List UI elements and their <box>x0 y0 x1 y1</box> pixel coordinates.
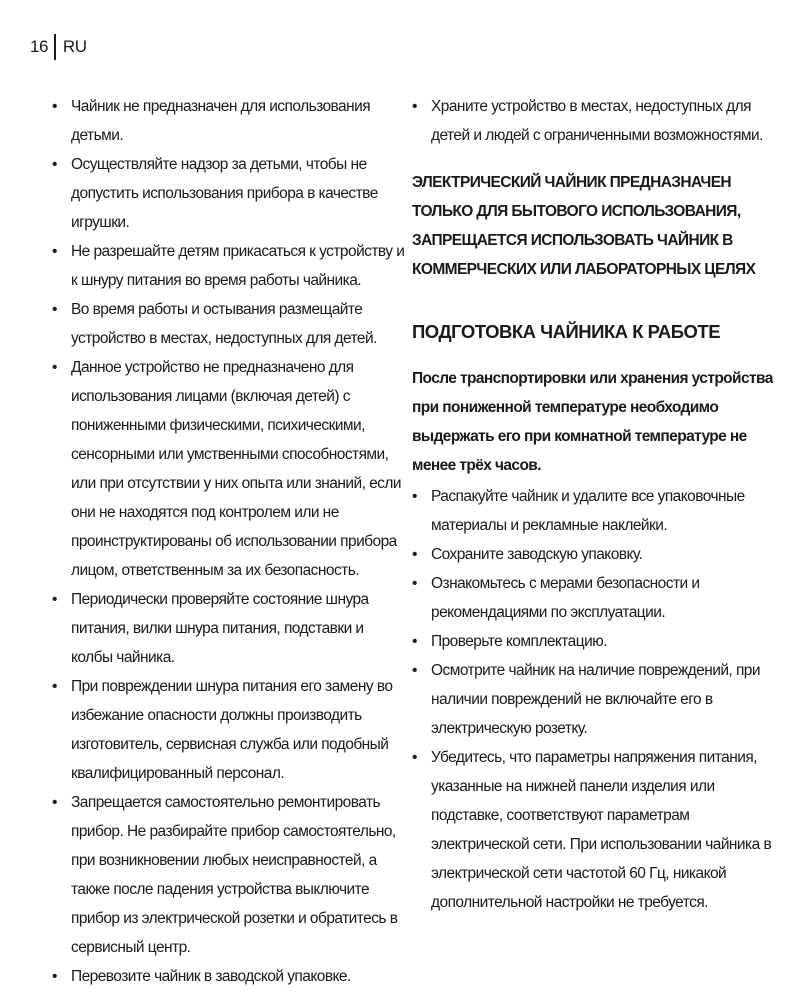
bullet-icon: • <box>52 794 57 811</box>
list-item: • Убедитесь, что параметры напряжения питания, указанные на нижней панели изделия или подставке, соответствуют параметрам электрической сети. При использовании чайника в электрической сети частотой 60 Гц, никакой дополнительной настройки не требуется. <box>412 743 776 917</box>
bullet-icon: • <box>52 98 57 115</box>
list-item: • Сохраните заводскую упаковку. <box>412 540 776 569</box>
bullet-icon: • <box>412 546 417 563</box>
header-divider <box>54 34 56 60</box>
bullet-icon: • <box>52 678 57 695</box>
section-title: ПОДГОТОВКА ЧАЙНИКА К РАБОТЕ <box>412 321 721 342</box>
bullet-icon: • <box>412 633 417 650</box>
list-item: • Не разрешайте детям прикасаться к устройству и к шнуру питания во время работы чайника. <box>52 237 407 295</box>
bullet-icon: • <box>52 156 57 173</box>
safety-list <box>52 92 407 991</box>
bullet-icon: • <box>412 575 417 592</box>
left-column <box>52 92 407 991</box>
language-code: RU <box>62 37 87 56</box>
bullet-icon: • <box>52 243 57 260</box>
preparation-list <box>412 482 776 917</box>
bullet-icon: • <box>412 662 417 679</box>
list-item: • Запрещается самостоятельно ремонтировать прибор. Не разбирайте прибор самостоятельно, при возникновении любых неисправностей, а также после падения устройства выключите прибор из электрической розетки и обратитесь в сервисный центр. <box>52 788 407 962</box>
list-item: • Ознакомьтесь с мерами безопасности и рекомендациями по эксплуатации. <box>412 569 776 627</box>
preparation-intro: После транспортировки или хранения устройства при пониженной температуре необходимо выдержать его при комнатной температуре не менее трёх часов. <box>412 370 773 474</box>
bullet-icon: • <box>52 301 57 318</box>
page-number: 16 <box>30 37 48 56</box>
bullet-icon: • <box>412 488 417 505</box>
list-item: • Перевозите чайник в заводской упаковке. <box>52 962 407 991</box>
page-header <box>30 34 86 60</box>
list-item: • Периодически проверяйте состояние шнура питания, вилки шнура питания, подставки и колбы чайника. <box>52 585 407 672</box>
bullet-icon: • <box>412 98 417 115</box>
list-item: • Осуществляйте надзор за детьми, чтобы не допустить использования прибора в качестве игрушки. <box>52 150 407 237</box>
bullet-icon: • <box>52 968 57 985</box>
storage-list <box>412 92 776 150</box>
list-item: • Данное устройство не предназначено для использования лицами (включая детей) с пониженными физическими, психическими, сенсорными или умственными способностями, или при отсутствии у них опыта или знаний, если они не находятся под контролем или не проинструктированы об использовании прибора лицом, ответственным за их безопасность. <box>52 353 407 585</box>
list-item: • Храните устройство в местах, недоступных для детей и людей с ограниченными возможностями. <box>412 92 776 150</box>
list-item: • Во время работы и остывания размещайте устройство в местах, недоступных для детей. <box>52 295 407 353</box>
list-item: • При повреждении шнура питания его замену во избежание опасности должны производить изготовитель, сервисная служба или подобный квалифицированный персонал. <box>52 672 407 788</box>
bullet-icon: • <box>52 359 57 376</box>
bullet-icon: • <box>52 591 57 608</box>
bullet-icon: • <box>412 749 417 766</box>
commercial-use-warning: ЭЛЕКТРИЧЕСКИЙ ЧАЙНИК ПРЕДНАЗНАЧЕН ТОЛЬКО ДЛЯ БЫТОВОГО ИСПОЛЬЗОВАНИЯ, ЗАПРЕЩАЕТСЯ ИСПОЛЬЗОВАТЬ ЧАЙНИК В КОММЕРЧЕСКИХ ИЛИ ЛАБОРАТОРНЫХ ЦЕЛЯХ <box>412 174 756 278</box>
right-column <box>412 92 776 917</box>
list-item: • Чайник не предназначен для использования детьми. <box>52 92 407 150</box>
list-item: • Распакуйте чайник и удалите все упаковочные материалы и рекламные наклейки. <box>412 482 776 540</box>
list-item: • Осмотрите чайник на наличие повреждений, при наличии повреждений не включайте его в электрическую розетку. <box>412 656 776 743</box>
list-item: • Проверьте комплектацию. <box>412 627 776 656</box>
